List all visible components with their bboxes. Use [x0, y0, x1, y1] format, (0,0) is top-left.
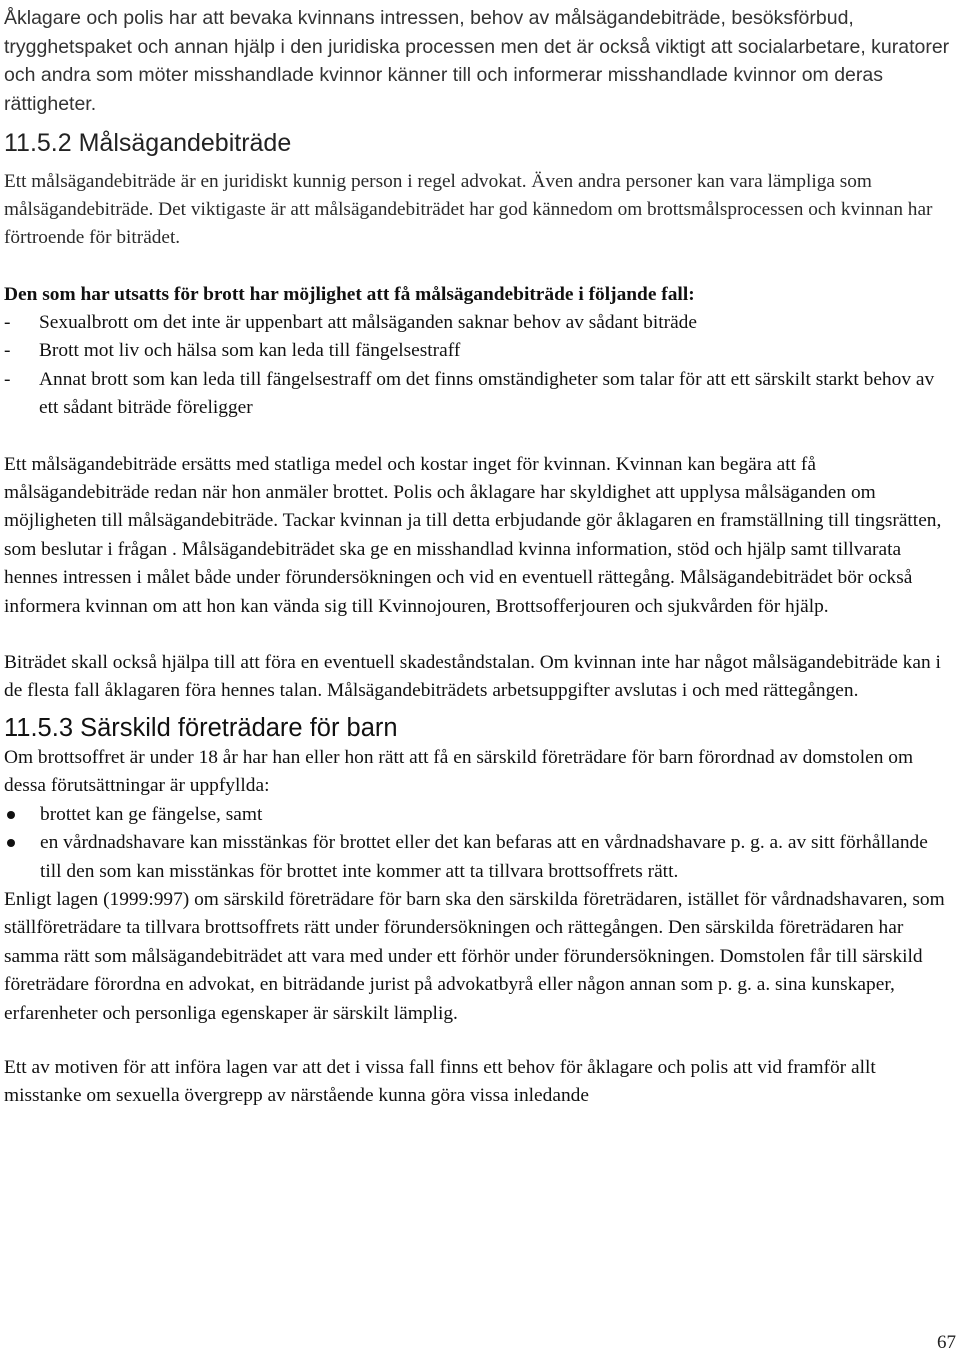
eligibility-lead: Den som har utsatts för brott har möjlighet att få målsägandebiträde i följande fall: [4, 283, 695, 305]
list-item [4, 337, 950, 365]
list-item-text: brottet kan ge fängelse, samt [40, 803, 263, 825]
document-page [4, 4, 950, 1111]
dash-marker: - [4, 368, 11, 390]
list-item-text: en vårdnadshavare kan misstänkas för brottet eller det kan befaras att en vårdnadshavare p. g. a. av sitt förhållande till den som kan misstänkas för brottet inte kommer att ta tillvara brottsoffrets rätt. [40, 832, 928, 882]
paragraph-motive: Ett av motiven för att införa lagen var att det i vissa fall finns ett behov för åklagare och polis att vid framför allt misstanke om sexuella övergrepp av närstående kunna göra vissa inledande [4, 1056, 876, 1107]
list-item-text: Annat brott som kan leda till fängelsestraff om det finns omständigheter som talar för att ett särskilt starkt behov av ett sådant biträde föreligger [39, 368, 935, 419]
paragraph-duties: Biträdet skall också hjälpa till att föra en eventuell skadeståndstalan. Om kvinnan inte har något målsägandebiträde kan i de flesta fall åklagaren föra hennes talan. Målsägandebiträdets arbetsuppgifter avslutas i och med rättegången. [4, 652, 941, 702]
bullet-icon [7, 839, 15, 847]
dash-marker: - [4, 312, 11, 334]
conditions-list [4, 801, 950, 886]
list-item [4, 801, 950, 829]
list-item [4, 309, 950, 337]
paragraph-costs: Ett målsägandebiträde ersätts med statliga medel och kostar inget för kvinnan. Kvinnan kan begära att få målsägandebiträde redan när hon anmäler brottet. Polis och åklagare har skyldighet att upplysa målsäganden om möjligheten till målsägandebiträde. Tackar kvinnan ja till detta erbjudande gör åklagaren en framställning till tingsrätten, som beslutar i frågan . Målsägandebiträdet ska ge en misshandlad kvinna information, stöd och hjälp samt tillvarata hennes intressen i målet både under förundersökningen och vid en eventuell rättegång. Målsägandebiträdet bör också informera kvinnan om att hon kan vända sig till Kvinnojouren, Brottsofferjouren och sjukvården för hjälp. [4, 453, 942, 617]
list-item-text: Sexualbrott om det inte är uppenbart att målsäganden saknar behov av sådant biträde [39, 312, 697, 334]
bullet-icon [7, 811, 15, 819]
section-heading-sarskild-foretradare: 11.5.3 Särskild företrädare för barn [4, 713, 398, 742]
paragraph-law: Enligt lagen (1999:997) om särskild företrädare för barn ska den särskilda företrädaren, istället för vårdnadshavaren, som ställföreträdare ta tillvara brottsoffrets rätt under förundersökningen och rättegången. Den särskilda företrädaren har samma rätt som målsägandebiträdet att vara med under ett förhör under förundersökningen. Domstolen får till särskild företrädare förordna en advokat, en biträdande jurist på advokatbyrå eller någon annan som p. g. a. sina kunskaper, erfarenheter och personliga egenskaper är särskilt lämplig. [4, 888, 945, 1024]
eligibility-list [4, 309, 950, 423]
list-item [4, 829, 950, 886]
list-item [4, 366, 950, 423]
paragraph-definition: Ett målsägandebiträde är en juridiskt kunnig person i regel advokat. Även andra personer kan vara lämpliga som målsägandebiträde. Det viktigaste är att målsägandebiträdet har god kännedom om brottsmålsprocessen och kvinnan har förtroende för biträdet. [4, 171, 933, 249]
page-number: 67 [937, 1332, 956, 1353]
section-heading-malsagandebitrade: 11.5.2 Målsägandebiträde [4, 129, 292, 157]
intro-paragraph: Åklagare och polis har att bevaka kvinnans intressen, behov av målsägandebiträde, besöksförbud, trygghetspaket och annan hjälp i den juridiska processen men det är också viktigt att socialarbetare, kuratorer och andra som möter misshandlade kvinnor känner till och informerar misshandlade kvinnor om deras rättigheter. [4, 7, 950, 115]
paragraph-child-intro: Om brottsoffret är under 18 år har han eller hon rätt att få en särskild företrädare för barn förordnad av domstolen om dessa förutsättningar är uppfyllda: [4, 746, 914, 797]
list-item-text: Brott mot liv och hälsa som kan leda till fängelsestraff [39, 340, 461, 362]
dash-marker: - [4, 340, 11, 362]
